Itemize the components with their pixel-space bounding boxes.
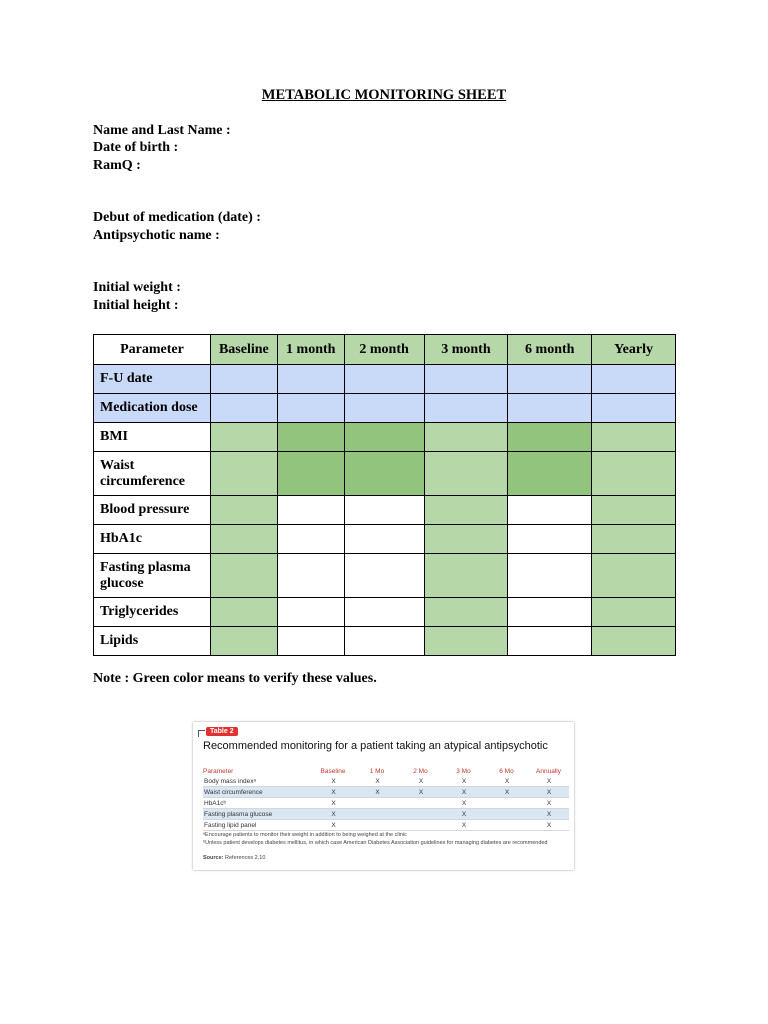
table-cell[interactable] bbox=[277, 598, 344, 627]
mini-cell bbox=[485, 820, 528, 831]
table-cell[interactable] bbox=[424, 365, 508, 394]
mini-cell bbox=[399, 798, 442, 809]
header-yearly: Yearly bbox=[592, 335, 676, 365]
mini-cell bbox=[399, 809, 442, 820]
mini-cell: X bbox=[311, 809, 355, 820]
source-label: Source: bbox=[203, 855, 224, 861]
table-cell[interactable] bbox=[592, 525, 676, 554]
mini-cell: X bbox=[485, 787, 528, 798]
dob-field-label: Date of birth : bbox=[93, 140, 179, 155]
mini-row-label: Body mass indexᵃ bbox=[203, 776, 311, 787]
note-text: Note : Green color means to verify these values. bbox=[93, 671, 377, 686]
table-cell[interactable] bbox=[592, 394, 676, 423]
row-label: Blood pressure bbox=[94, 496, 211, 525]
table-cell[interactable] bbox=[424, 452, 508, 496]
mini-header: 2 Mo bbox=[413, 768, 428, 775]
mini-header: Parameter bbox=[203, 768, 234, 775]
row-label: Triglycerides bbox=[94, 598, 211, 627]
footnote: ᵃEncourage patients to monitor their weight in addition to being weighed at the clinic bbox=[203, 832, 407, 838]
table-cell[interactable] bbox=[277, 394, 344, 423]
table-row bbox=[94, 394, 676, 423]
table-cell[interactable] bbox=[424, 423, 508, 452]
table-cell[interactable] bbox=[344, 598, 424, 627]
mini-cell: X bbox=[399, 787, 442, 798]
monitoring-table bbox=[93, 334, 676, 656]
mini-cell bbox=[485, 798, 528, 809]
header-2-month: 2 month bbox=[344, 335, 424, 365]
table-cell[interactable] bbox=[277, 452, 344, 496]
table-badge: Table 2 bbox=[206, 727, 238, 736]
table-cell[interactable] bbox=[210, 554, 277, 598]
table-cell[interactable] bbox=[210, 452, 277, 496]
mini-cell: X bbox=[311, 798, 355, 809]
mini-header: Annually bbox=[536, 768, 561, 775]
table-row bbox=[94, 525, 676, 554]
table-cell[interactable] bbox=[592, 598, 676, 627]
mini-cell: X bbox=[355, 776, 399, 787]
table-cell[interactable] bbox=[508, 423, 592, 452]
mini-table-row bbox=[203, 820, 569, 831]
page-title: METABOLIC MONITORING SHEET bbox=[261, 87, 507, 103]
table-cell[interactable] bbox=[210, 598, 277, 627]
row-label: Lipids bbox=[94, 627, 211, 656]
mini-cell: X bbox=[528, 820, 569, 831]
reference-mini-table bbox=[203, 767, 569, 831]
source-line bbox=[203, 855, 563, 861]
table-cell[interactable] bbox=[592, 365, 676, 394]
antipsychotic-name-label: Antipsychotic name : bbox=[93, 228, 220, 243]
table-row bbox=[94, 496, 676, 525]
table-cell[interactable] bbox=[424, 554, 508, 598]
reference-table-image bbox=[193, 722, 574, 870]
mini-table-row bbox=[203, 809, 569, 820]
table-cell[interactable] bbox=[424, 394, 508, 423]
table-row bbox=[94, 554, 676, 598]
mini-cell: X bbox=[442, 776, 485, 787]
name-field-label: Name and Last Name : bbox=[93, 123, 231, 138]
row-label: F-U date bbox=[94, 365, 211, 394]
table-cell[interactable] bbox=[344, 394, 424, 423]
mini-cell bbox=[355, 798, 399, 809]
table-row bbox=[94, 365, 676, 394]
mini-row-label: Waist circumference bbox=[203, 787, 311, 798]
table-cell[interactable] bbox=[277, 525, 344, 554]
initial-weight-label: Initial weight : bbox=[93, 280, 181, 295]
mini-table-row bbox=[203, 787, 569, 798]
table-cell[interactable] bbox=[508, 525, 592, 554]
table-cell[interactable] bbox=[277, 365, 344, 394]
row-label: HbA1c bbox=[94, 525, 211, 554]
header-1-month: 1 month bbox=[277, 335, 344, 365]
table-cell[interactable] bbox=[210, 365, 277, 394]
mini-row-label: Fasting lipid panel bbox=[203, 820, 311, 831]
medication-debut-label: Debut of medication (date) : bbox=[93, 210, 261, 225]
table-cell[interactable] bbox=[344, 627, 424, 656]
table-cell[interactable] bbox=[277, 554, 344, 598]
reference-table-title: Recommended monitoring for a patient taking an atypical antipsychotic bbox=[203, 740, 548, 752]
table-cell[interactable] bbox=[344, 452, 424, 496]
mini-cell: X bbox=[528, 809, 569, 820]
table-cell[interactable] bbox=[592, 627, 676, 656]
mini-header: 3 Mo bbox=[456, 768, 471, 775]
mini-row-label: HbA1cᵇ bbox=[203, 798, 311, 809]
mini-cell: X bbox=[311, 787, 355, 798]
table-header-row bbox=[94, 335, 676, 365]
table-cell[interactable] bbox=[508, 627, 592, 656]
table-cell[interactable] bbox=[424, 627, 508, 656]
table-cell[interactable] bbox=[210, 525, 277, 554]
mini-table-row bbox=[203, 798, 569, 809]
mini-cell: X bbox=[311, 776, 355, 787]
table-cell[interactable] bbox=[344, 554, 424, 598]
mini-table-row bbox=[203, 776, 569, 787]
table-row bbox=[94, 598, 676, 627]
mini-cell bbox=[355, 820, 399, 831]
mini-header: 6 Mo bbox=[499, 768, 514, 775]
table-row bbox=[94, 627, 676, 656]
corner-mark-icon bbox=[198, 730, 205, 737]
table-cell[interactable] bbox=[344, 496, 424, 525]
table-row bbox=[94, 423, 676, 452]
table-cell[interactable] bbox=[277, 423, 344, 452]
table-cell[interactable] bbox=[344, 423, 424, 452]
table-cell[interactable] bbox=[508, 496, 592, 525]
mini-cell: X bbox=[485, 776, 528, 787]
mini-header: Baseline bbox=[320, 768, 346, 775]
table-cell[interactable] bbox=[424, 598, 508, 627]
mini-cell: X bbox=[528, 798, 569, 809]
table-cell[interactable] bbox=[508, 452, 592, 496]
table-cell[interactable] bbox=[210, 423, 277, 452]
row-label: Medication dose bbox=[94, 394, 211, 423]
header-baseline: Baseline bbox=[210, 335, 277, 365]
mini-cell: X bbox=[399, 776, 442, 787]
mini-cell bbox=[399, 820, 442, 831]
initial-height-label: Initial height : bbox=[93, 298, 179, 313]
table-cell[interactable] bbox=[344, 365, 424, 394]
mini-cell: X bbox=[528, 776, 569, 787]
table-cell[interactable] bbox=[277, 496, 344, 525]
mini-cell: X bbox=[528, 787, 569, 798]
table-cell[interactable] bbox=[277, 627, 344, 656]
mini-cell: X bbox=[442, 820, 485, 831]
table-cell[interactable] bbox=[592, 423, 676, 452]
mini-row-label: Fasting plasma glucose bbox=[203, 809, 311, 820]
table-cell[interactable] bbox=[508, 365, 592, 394]
table-cell[interactable] bbox=[210, 627, 277, 656]
row-label: Fasting plasma glucose bbox=[94, 554, 211, 598]
ramq-field-label: RamQ : bbox=[93, 158, 141, 173]
mini-cell: X bbox=[355, 787, 399, 798]
table-cell[interactable] bbox=[210, 496, 277, 525]
table-cell[interactable] bbox=[508, 598, 592, 627]
table-row bbox=[94, 452, 676, 496]
mini-cell: X bbox=[442, 787, 485, 798]
row-label: BMI bbox=[94, 423, 211, 452]
mini-cell: X bbox=[311, 820, 355, 831]
table-cell[interactable] bbox=[424, 525, 508, 554]
table-cell[interactable] bbox=[424, 496, 508, 525]
table-cell[interactable] bbox=[344, 525, 424, 554]
footnote: ᵇUnless patient develops diabetes mellitus, in which case American Diabetes Association guidelines for managing diabetes are recommended bbox=[203, 840, 548, 846]
header-6-month: 6 month bbox=[508, 335, 592, 365]
header-3-month: 3 month bbox=[424, 335, 508, 365]
mini-header: 1 Mo bbox=[369, 768, 385, 775]
table-cell[interactable] bbox=[508, 554, 592, 598]
table-cell[interactable] bbox=[592, 496, 676, 525]
mini-cell bbox=[485, 809, 528, 820]
table-cell[interactable] bbox=[592, 452, 676, 496]
table-cell[interactable] bbox=[592, 554, 676, 598]
header-parameter: Parameter bbox=[94, 335, 211, 365]
mini-cell: X bbox=[442, 798, 485, 809]
mini-cell: X bbox=[442, 809, 485, 820]
mini-cell bbox=[355, 809, 399, 820]
row-label: Waist circumference bbox=[94, 452, 211, 496]
source-text: References 2,10 bbox=[225, 855, 266, 861]
table-cell[interactable] bbox=[508, 394, 592, 423]
table-cell[interactable] bbox=[210, 394, 277, 423]
